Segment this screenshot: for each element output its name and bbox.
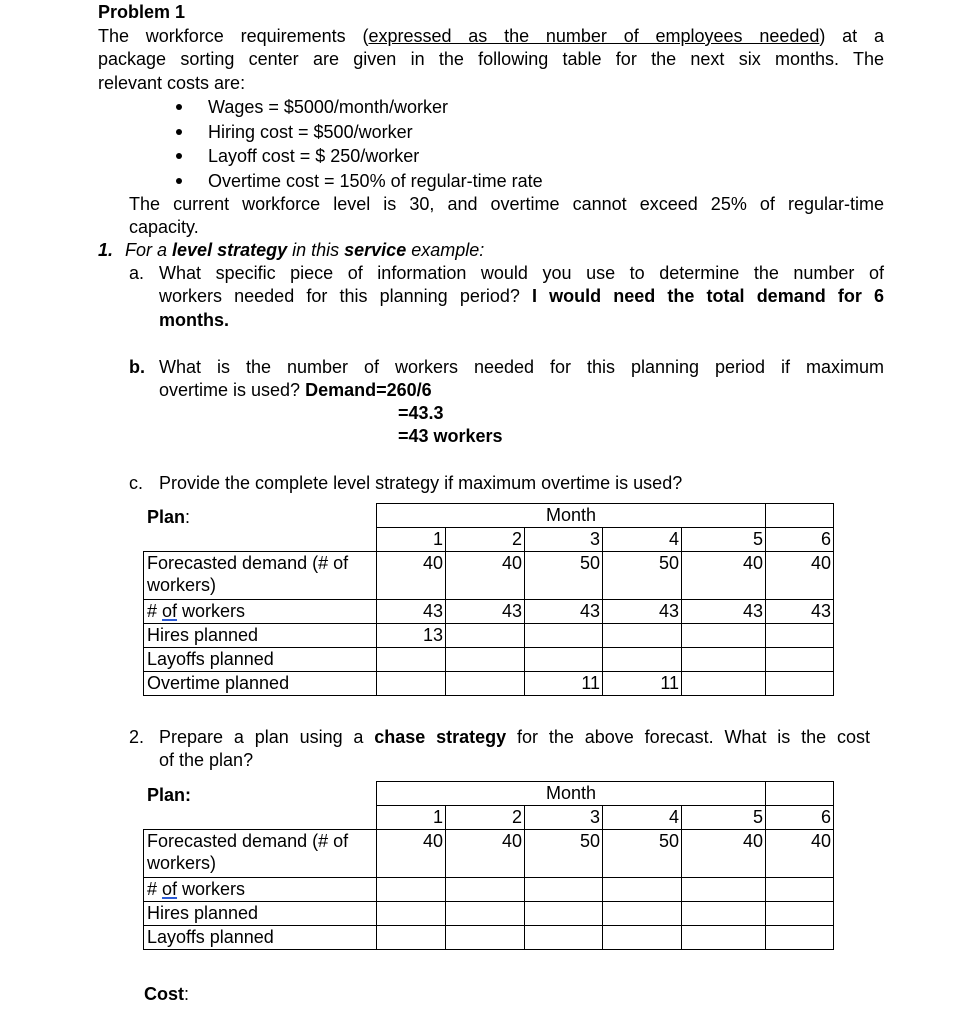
- q1b-line-2: [159, 378, 432, 402]
- cost-label-text: Cost: [144, 984, 184, 1004]
- q1-bold-service: service: [344, 240, 407, 260]
- month-header: Month: [377, 782, 766, 806]
- cell: 40: [377, 552, 446, 600]
- q2-text: Prepare a plan using a: [159, 727, 375, 747]
- cell[interactable]: [525, 902, 603, 926]
- q1-text: For a: [125, 240, 173, 260]
- cell[interactable]: [682, 926, 766, 950]
- cell[interactable]: [682, 902, 766, 926]
- month-5: 5: [682, 528, 766, 552]
- cell[interactable]: [446, 878, 525, 902]
- label-line: workers): [147, 853, 217, 873]
- intro-text: The workforce requirements (: [98, 26, 369, 46]
- cell: 40: [446, 830, 525, 878]
- bullet-icon: [176, 178, 182, 184]
- q1b-line-1: What is the number of workers needed for this planning period if maximum: [159, 357, 884, 377]
- table-row: [144, 902, 834, 926]
- q1a-answer-line-3: months.: [159, 310, 229, 330]
- cell: 43: [446, 600, 525, 624]
- cell: 40: [766, 830, 834, 878]
- q2-number: 2.: [129, 727, 145, 747]
- bullet-icon: [176, 129, 182, 135]
- spellcheck-underlined-word: of: [162, 601, 178, 621]
- cell: 40: [682, 552, 766, 600]
- constraint-line-1: The current workforce level is 30, and overtime cannot exceed 25% of regular-time: [129, 194, 884, 214]
- table-row: [144, 878, 834, 902]
- month-6: 6: [766, 806, 834, 830]
- label-text: #: [147, 601, 163, 621]
- label-text: workers: [177, 879, 246, 899]
- cost-text: Hiring cost = $500/worker: [208, 122, 413, 142]
- q1-text: example:: [406, 240, 485, 260]
- month-4: 4: [603, 806, 682, 830]
- row-label-workers: [144, 878, 377, 902]
- cell[interactable]: [766, 878, 834, 902]
- cell: [377, 648, 446, 672]
- cell: 40: [682, 830, 766, 878]
- empty-corner: [144, 806, 377, 830]
- bullet-icon: [176, 153, 182, 159]
- q1-text: in this: [287, 240, 345, 260]
- empty-corner: [144, 504, 377, 528]
- cell: 43: [525, 600, 603, 624]
- month-5: 5: [682, 806, 766, 830]
- intro-line-3: relevant costs are:: [98, 73, 246, 93]
- q1a-text: workers needed for this planning period?: [159, 286, 533, 306]
- cell[interactable]: [377, 902, 446, 926]
- cell[interactable]: [446, 926, 525, 950]
- cell[interactable]: [766, 902, 834, 926]
- q1b-letter: b.: [129, 357, 145, 377]
- cell[interactable]: [525, 878, 603, 902]
- bullet-icon: [176, 104, 182, 110]
- intro-line-1: [98, 24, 884, 48]
- month-2: 2: [446, 806, 525, 830]
- cell: 50: [525, 552, 603, 600]
- label-line: workers): [147, 575, 217, 595]
- cell: 50: [603, 552, 682, 600]
- month-1: 1: [377, 806, 446, 830]
- header-cell: [766, 782, 834, 806]
- row-label-hires: Hires planned: [144, 624, 377, 648]
- cell: [682, 672, 766, 696]
- cell: 50: [525, 830, 603, 878]
- cell: 13: [377, 624, 446, 648]
- label-text: workers: [177, 601, 246, 621]
- cell[interactable]: [446, 902, 525, 926]
- q2-line-2: of the plan?: [159, 750, 254, 770]
- label-line: Forecasted demand (# of: [147, 553, 349, 573]
- plan-colon: :: [185, 507, 191, 527]
- month-header: Month: [377, 504, 766, 528]
- cost-item-wages: [176, 95, 448, 119]
- label-text: #: [147, 879, 163, 899]
- row-label-forecast: [144, 552, 377, 600]
- row-label-layoffs: Layoffs planned: [144, 648, 377, 672]
- table-row: [144, 600, 834, 624]
- chase-strategy-table: [143, 781, 834, 950]
- month-3: 3: [525, 806, 603, 830]
- plan-label-text: Plan: [147, 507, 186, 527]
- row-label-layoffs: Layoffs planned: [144, 926, 377, 950]
- cell: [525, 624, 603, 648]
- level-strategy-table: [143, 503, 834, 696]
- row-label-forecast: [144, 830, 377, 878]
- cell: 40: [446, 552, 525, 600]
- cell[interactable]: [603, 878, 682, 902]
- q2-bold-chase-strategy: chase strategy: [374, 727, 507, 747]
- q1-number: 1.: [98, 240, 114, 260]
- plan-label-2: Plan:: [147, 785, 192, 805]
- cell: 11: [603, 672, 682, 696]
- cost-text: Layoff cost = $ 250/worker: [208, 146, 420, 166]
- cell[interactable]: [525, 926, 603, 950]
- cell: 43: [766, 600, 834, 624]
- cell[interactable]: [377, 926, 446, 950]
- cell: 43: [603, 600, 682, 624]
- q2-line-1: [159, 725, 870, 749]
- q1b-calc-2: =43 workers: [398, 426, 503, 446]
- month-3: 3: [525, 528, 603, 552]
- month-2: 2: [446, 528, 525, 552]
- cell: [603, 624, 682, 648]
- q1b-text: overtime is used?: [159, 380, 306, 400]
- cost-colon: :: [184, 984, 190, 1004]
- cell: [446, 624, 525, 648]
- q1-heading: [98, 238, 484, 262]
- q1a-line-1: What specific piece of information would you use to determine the number of: [159, 263, 884, 283]
- cell: [446, 648, 525, 672]
- header-cell: [766, 504, 834, 528]
- q1c-letter: c.: [129, 473, 144, 493]
- q1b-answer: Demand=260/6: [305, 380, 432, 400]
- spellcheck-underlined-word: of: [162, 879, 178, 899]
- empty-corner: [144, 782, 377, 806]
- cell: [766, 648, 834, 672]
- cost-item-overtime: [176, 169, 543, 193]
- q1c-text: Provide the complete level strategy if maximum overtime is used?: [159, 473, 683, 493]
- table-row: [144, 830, 834, 878]
- constraint-line-2: capacity.: [129, 217, 199, 237]
- underlined-phrase: expressed as the number of employees needed: [368, 26, 820, 46]
- table-row: [144, 648, 834, 672]
- cell: [682, 624, 766, 648]
- empty-corner: [144, 528, 377, 552]
- cost-item-layoff: [176, 144, 419, 168]
- cell: [377, 672, 446, 696]
- cell[interactable]: [603, 902, 682, 926]
- cell[interactable]: [682, 878, 766, 902]
- cell: [525, 648, 603, 672]
- cell: 40: [377, 830, 446, 878]
- month-6: 6: [766, 528, 834, 552]
- q1a-answer: I would need the total demand for 6: [532, 286, 884, 306]
- cell: 43: [377, 600, 446, 624]
- cost-label: [144, 982, 189, 1006]
- row-label-workers: [144, 600, 377, 624]
- cell: 11: [525, 672, 603, 696]
- cell: 50: [603, 830, 682, 878]
- row-label-overtime: Overtime planned: [144, 672, 377, 696]
- cell: 43: [682, 600, 766, 624]
- intro-text: ) at a: [819, 26, 884, 46]
- table-row: [144, 624, 834, 648]
- cost-text: Overtime cost = 150% of regular-time rate: [208, 171, 543, 191]
- cell: 40: [766, 552, 834, 600]
- q1b-calc-1: =43.3: [398, 403, 444, 423]
- cell: [766, 672, 834, 696]
- q1-bold-level-strategy: level strategy: [172, 240, 288, 260]
- cost-text: Wages = $5000/month/worker: [208, 97, 448, 117]
- cell: [603, 648, 682, 672]
- month-1: 1: [377, 528, 446, 552]
- table-row: [144, 926, 834, 950]
- problem-title: Problem 1: [98, 2, 186, 22]
- cell: [682, 648, 766, 672]
- cell: [766, 624, 834, 648]
- cell[interactable]: [766, 926, 834, 950]
- q1a-letter: a.: [129, 263, 145, 283]
- cell: [446, 672, 525, 696]
- q2-text: for the above forecast. What is the cost: [506, 727, 870, 747]
- cell[interactable]: [603, 926, 682, 950]
- table-row: [144, 672, 834, 696]
- table-row: [144, 552, 834, 600]
- row-label-hires: Hires planned: [144, 902, 377, 926]
- month-4: 4: [603, 528, 682, 552]
- label-line: Forecasted demand (# of: [147, 831, 349, 851]
- cost-item-hiring: [176, 120, 413, 144]
- q1a-line-2: [159, 284, 884, 308]
- intro-line-2: package sorting center are given in the following table for the next six months. The: [98, 49, 884, 69]
- cell[interactable]: [377, 878, 446, 902]
